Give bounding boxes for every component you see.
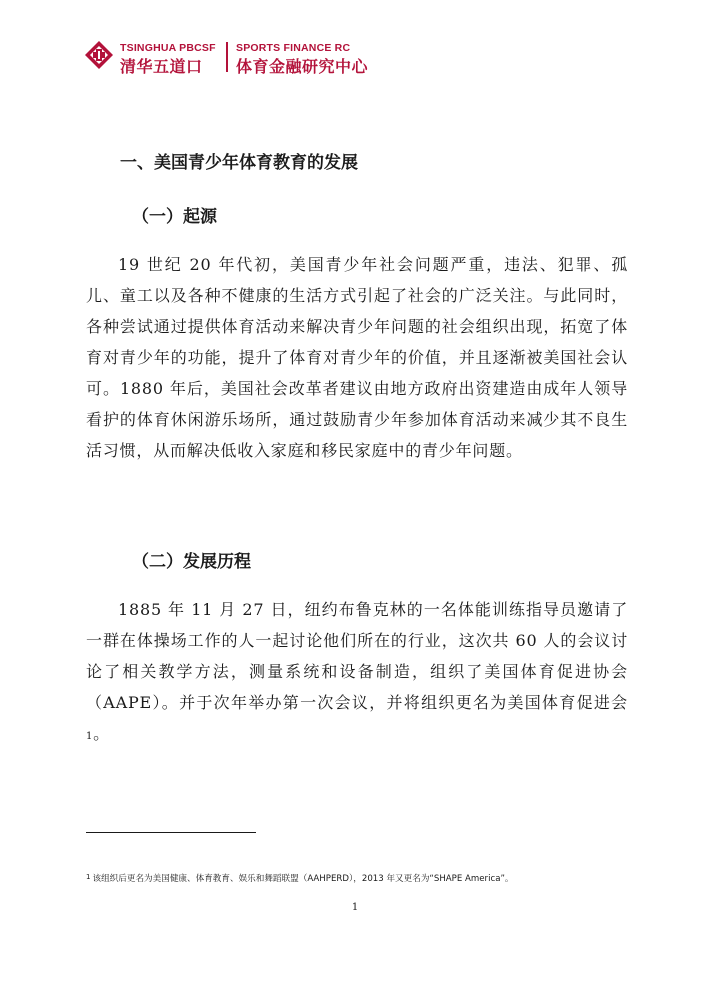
paragraph-history-end: 。	[93, 724, 110, 743]
page-header	[84, 40, 404, 76]
footnote-text: 该组织后更名为美国健康、体育教育、娱乐和舞蹈联盟（AAHPERD），2013 年又更名为“SHAPE America”。	[92, 874, 514, 884]
chapter-heading: 一、美国青少年体育教育的发展	[120, 153, 358, 173]
paragraph-history-text: 1885 年 11 月 27 日，纽约布鲁克林的一名体能训练指导员邀请了一群在体操场工作的人一起讨论他们所在的行业，这次共 60 人的会议讨论了相关教学方法，测量系统和设备制造，组织了美国体育促进协会（AAPE）。并于次年举办第一次会议，并将组织更名为美国体育促进会	[86, 600, 628, 712]
tsinghua-seal-icon	[84, 40, 114, 70]
center-name-en: SPORTS FINANCE RC	[236, 42, 351, 54]
section-heading-origin: （一）起源	[132, 207, 217, 227]
center-name-cn: 体育金融研究中心	[236, 57, 369, 76]
footnote-separator	[86, 832, 256, 833]
header-divider	[226, 42, 228, 72]
footnote-reference[interactable]: 1	[86, 731, 94, 742]
footnote	[86, 872, 646, 884]
university-name-cn: 清华五道口	[120, 57, 203, 76]
page-number: 1	[351, 902, 359, 913]
footnote-mark: 1	[86, 873, 91, 881]
paragraph-origin: 19 世纪 20 年代初，美国青少年社会问题严重，违法、犯罪、孤儿、童工以及各种不健康的生活方式引起了社会的广泛关注。与此同时，各种尝试通过提供体育活动来解决青少年问题的社会组织出现，拓宽了体育对青少年的功能，提升了体育对青少年的价值，并且逐渐被美国社会认可。1880 年后，美国社会改革者建议由地方政府出资建造由成年人领导看护的体育休闲游乐场所，通过鼓励青少年参加体育活动来减少其不良生活习惯，从而解决低收入家庭和移民家庭中的青少年问题。	[86, 255, 628, 460]
university-name-en: TSINGHUA PBCSF	[120, 42, 216, 54]
section-heading-history: （二）发展历程	[132, 552, 251, 572]
paragraph-history	[86, 594, 628, 752]
